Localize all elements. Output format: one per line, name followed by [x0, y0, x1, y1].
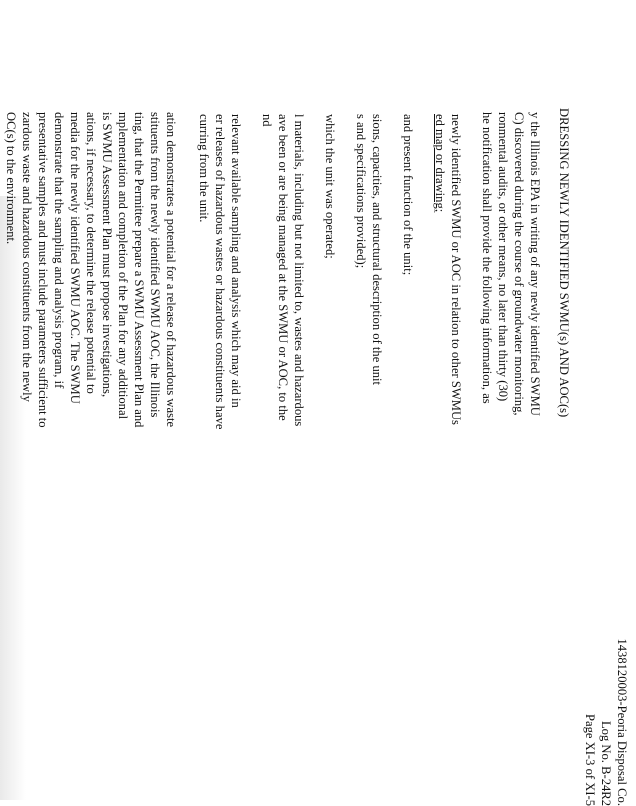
para2-line-10: zardous waste and hazardous constituents from the newly	[20, 112, 34, 402]
header-line-3: Page XI-3 of XI-5	[583, 714, 597, 806]
para1-line-4: he notification shall provide the following information, as	[480, 112, 494, 404]
para1-line-2: C) discovered during the course of groundwater monitoring,	[512, 112, 526, 416]
para2-line-1: ation demonstrates a potential for a release of hazardous waste	[164, 112, 178, 428]
para2-line-5: is SWMU Assessment Plan must propose investigations,	[100, 112, 114, 398]
para2-line-8: demonstrate that the sampling and analysis program, if	[52, 112, 66, 389]
header-line-2: Log No. B-24R2	[599, 720, 613, 806]
item-line-6: which the unit was operated;	[323, 114, 337, 259]
item-line-12: curring from the unit.	[197, 114, 211, 223]
para2-line-9: presentative samples and must include parameters sufficient to	[36, 112, 50, 428]
document-page	[4, 108, 629, 806]
item-line-1: newly identified SWMU or AOC in relation to other SWMUs	[449, 114, 463, 425]
item-line-7: l materials, including but not limited to, wastes and hazardous	[292, 114, 306, 427]
header-line-1: 1438120003-Peoria Disposal Co.	[615, 638, 629, 806]
item-line-10: relevant available sampling and analysis which may aid in	[229, 114, 243, 408]
para2-line-3: ting, that the Permittee prepare a SWMU Assessment Plan and	[132, 112, 146, 428]
para2-line-7: media for the newly identified SWMU AOC. The SWMU	[68, 112, 82, 404]
item-line-8: ave been or are being managed at the SWMU or AOC, to the	[276, 114, 290, 421]
item-line-11: er releases of hazardous wastes or hazardous constituents have	[213, 114, 227, 430]
item-line-3: and present function of the unit;	[401, 114, 415, 276]
item-line-4: sions, capacities, and structural description of the unit	[370, 114, 384, 386]
para2-line-6: ations, if necessary, to determine the release potential to	[84, 112, 98, 394]
para1-line-3: ronmental audits, or other means, no later than thirty (30)	[496, 112, 510, 402]
para2-line-11: OC(s) to the environment.	[4, 112, 18, 245]
para1-line-1: y the Illinois EPA in writing of any newly identified SWMU	[528, 112, 542, 416]
item-line-9: nd	[260, 114, 274, 127]
section-title: DRESSING NEWLY IDENTIFIED SWMU(s) AND AOC(s)	[557, 108, 571, 418]
item-line-2: ed map or drawing;	[433, 114, 447, 213]
para2-line-2: stituents from the newly identified SWMU AOC, the Illinois	[148, 112, 162, 418]
item-line-5: s and specifications provided);	[354, 114, 368, 269]
para2-line-4: mplementation and completion of the Plan for any additional	[116, 112, 130, 420]
rotated-content	[4, 86, 636, 806]
